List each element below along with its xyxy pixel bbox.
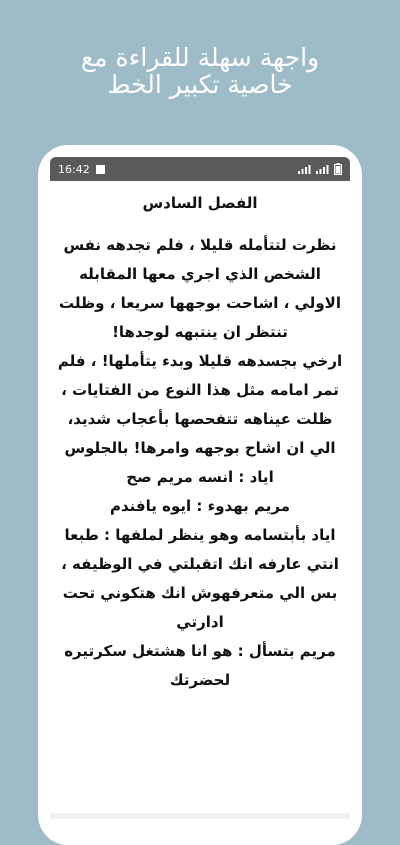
battery-icon [334,163,342,175]
reader-content [50,193,350,695]
promo-header [20,44,380,98]
status-time: 16:42 [58,162,90,176]
chapter-title: الفصل السادس [142,194,258,212]
story-paragraph: نظرت لتتأمله قليلا ، فلم تجدهه نفس الشخص الذي اجري معها المقابله الاولي ، اشاحت بوجهها سريعا ، وظلت تنتظر ان ينتبهه لوجدها! [59,236,341,341]
phone-mockup [38,145,362,845]
story-paragraph: مريم بتسأل : هو انا هشتغل سكرتيره لحضرتك [64,642,336,689]
story-paragraph: اياد بأبتسامه وهو ينظر لملفها : طبعا انتي عارفه انك اتقبلتي في الوظيفه ، بس الي متعرفهوش انك هتكوني تحت ادارتي [61,526,339,631]
story-paragraph: ارخي بجسدهه قليلا وبدء يتأملها! ، فلم تمر امامه مثل هذا النوع من الفتايات ، ظلت عيناهه تتفحصها بأعجاب شديد، الي ان اشاح بوجهه وامرها! بالجلوس [57,352,343,457]
story-paragraph: مريم بهدوء : ايوه يافندم [110,497,290,515]
phone-screen [50,157,350,845]
status-right [298,163,342,175]
signal-icon [316,165,329,174]
status-bar [50,157,350,181]
status-left [58,163,105,176]
signal-icon [298,165,311,174]
promo-line-1: واجهة سهلة للقراءة مع [80,43,320,72]
story-paragraph: اياد : انسه مريم صح [126,468,274,486]
bottom-bar [50,813,350,819]
notification-square-icon [96,165,105,174]
promo-line-2: خاصية تكبير الخط [107,70,293,99]
